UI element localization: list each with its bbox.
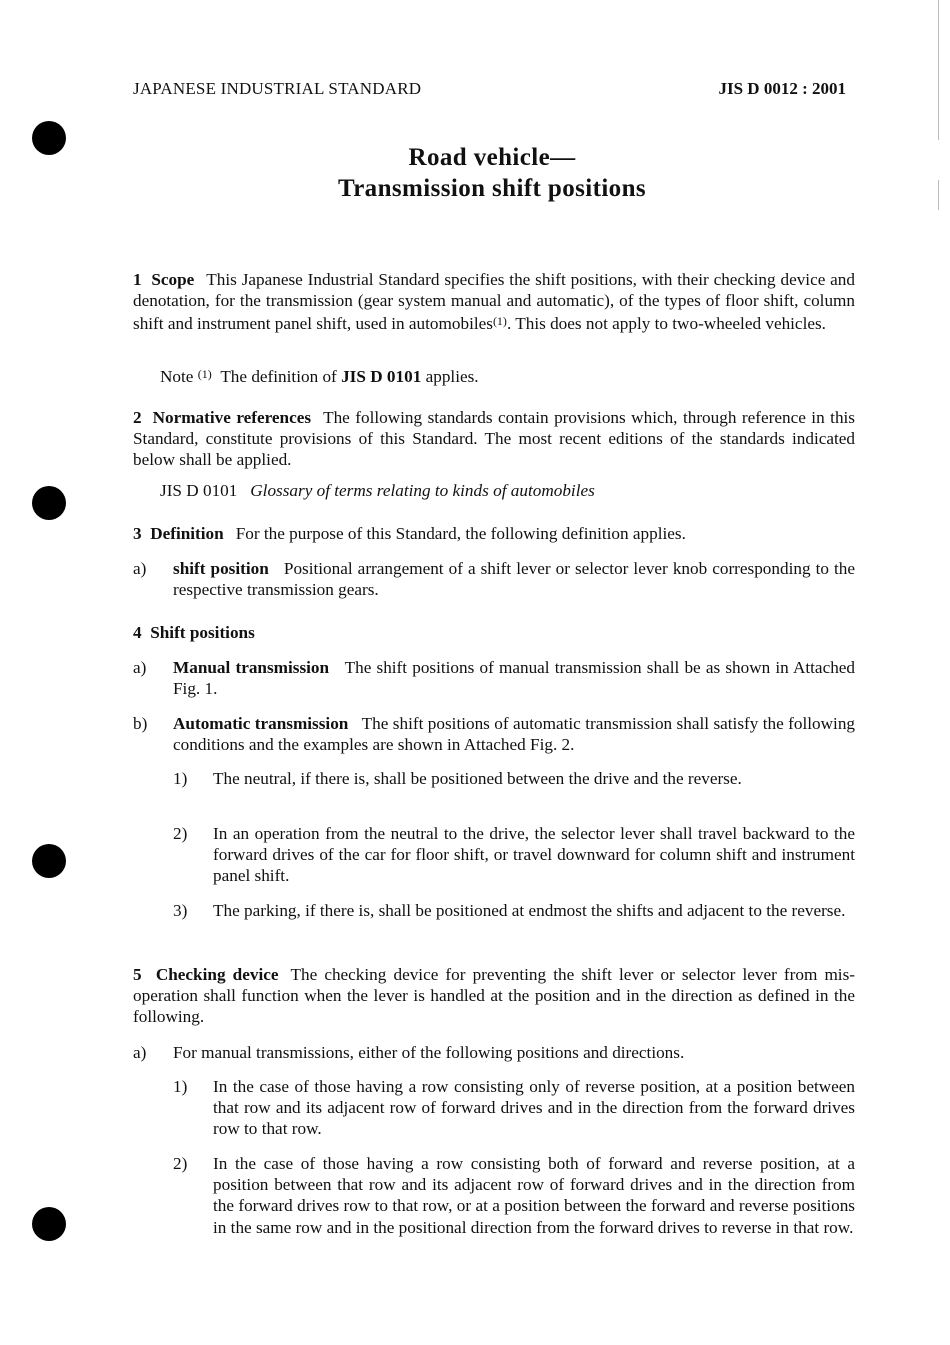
section-number: 5 [133,965,142,984]
item-label: 2) [173,1154,188,1173]
term: Manual transmission [173,658,330,677]
item-label: b) [133,714,148,733]
section-checking-device [133,964,855,1028]
section-heading: Normative references [152,408,312,427]
binder-hole [32,486,66,520]
scan-edge-line [938,180,939,210]
section-normative-references [133,407,855,471]
note-standard: JIS D 0101 [341,367,422,386]
header-standard-number: JIS D 0012 : 2001 [718,79,846,98]
item-text: In the case of those having a row consisting only of reverse position, at a position between that row and its adjacent row of forward drives and in the direction from the forward drives row to that row. [213,1077,855,1139]
item-text: The shift positions of automatic transmission shall satisfy the following conditions and the examples are shown in Attached Fig. 2. [173,714,856,755]
page-title [133,142,851,204]
section-number: 3 [133,524,142,543]
header-organization: JAPANESE INDUSTRIAL STANDARD [133,79,422,98]
note-label: Note [160,367,194,386]
item-label: a) [133,658,147,677]
section-heading: Checking device [155,965,279,984]
item-label: a) [133,559,147,578]
reference-title: Glossary of terms relating to kinds of automobiles [250,481,595,500]
note-ref: (1) [197,367,212,381]
title-line-2: Transmission shift positions [337,175,647,202]
section-text: For the purpose of this Standard, the following definition applies. [235,524,686,543]
term: Automatic transmission [173,714,349,733]
item-text: The shift positions of manual transmission shall be as shown in Attached Fig. 1. [173,658,856,699]
reference-entry [160,480,855,501]
note-text: applies. [425,367,479,386]
item-label: a) [133,1043,147,1062]
section-number: 1 [133,270,142,289]
item-text: For manual transmissions, either of the following positions and directions. [173,1043,685,1062]
item-text: In the case of those having a row consisting both of forward and reverse position, at a position between that row and its adjacent row of forward drives and in the direction from the forward drives row to that row, or at a position between the forward and reverse positions in the same row and in the positional direction from the forward drives to reverse in that row. [213,1154,855,1237]
section-scope [133,269,855,335]
section-heading: Scope [151,270,195,289]
item-text: Positional arrangement of a shift lever or selector lever knob corresponding to the respective transmission gears. [173,559,855,600]
section-text: This Japanese Industrial Standard specifies the shift positions, with their checking device and denotation, for the transmission (gear system manual and automatic), of the types of floor shift, column shift and instrument panel shift, used in automobiles [133,270,855,334]
item-text: The neutral, if there is, shall be positioned between the drive and the reverse. [213,769,742,788]
note [160,364,855,387]
section-definition [133,523,855,544]
scan-edge-line [938,0,939,140]
section-text: The following standards contain provisions which, through reference in this Standard, constitute provisions of this Standard. The most recent editions of the standards indicated below shall be applied. [133,408,855,470]
section-heading: Definition [150,524,224,543]
item-text: In an operation from the neutral to the drive, the selector lever shall travel backward to the forward drives of the car for floor shift, or travel downward for column shift and instrument panel shift. [213,824,855,886]
binder-hole [32,844,66,878]
binder-hole [32,121,66,155]
binder-hole [32,1207,66,1241]
item-label: 2) [173,824,188,843]
section-heading: Shift positions [150,623,255,642]
note-text: The definition of [220,367,337,386]
title-line-1: Road vehicle— [408,144,576,171]
reference-code: JIS D 0101 [160,481,238,500]
section-shift-positions [133,622,855,643]
footnote-ref: (1) [492,314,507,329]
section-number: 4 [133,623,142,642]
item-text: The parking, if there is, shall be positioned at endmost the shifts and adjacent to the reverse. [213,901,846,920]
section-number: 2 [133,408,142,427]
item-label: 1) [173,769,188,788]
term: shift position [173,559,269,578]
item-label: 3) [173,901,188,920]
item-label: 1) [173,1077,188,1096]
section-text: . This does not apply to two-wheeled vehicles. [506,314,826,334]
section-text: The checking device for preventing the shift lever or selector lever from mis-operation shall function when the lever is handled at the position and in the direction as defined in the following. [133,965,855,1027]
